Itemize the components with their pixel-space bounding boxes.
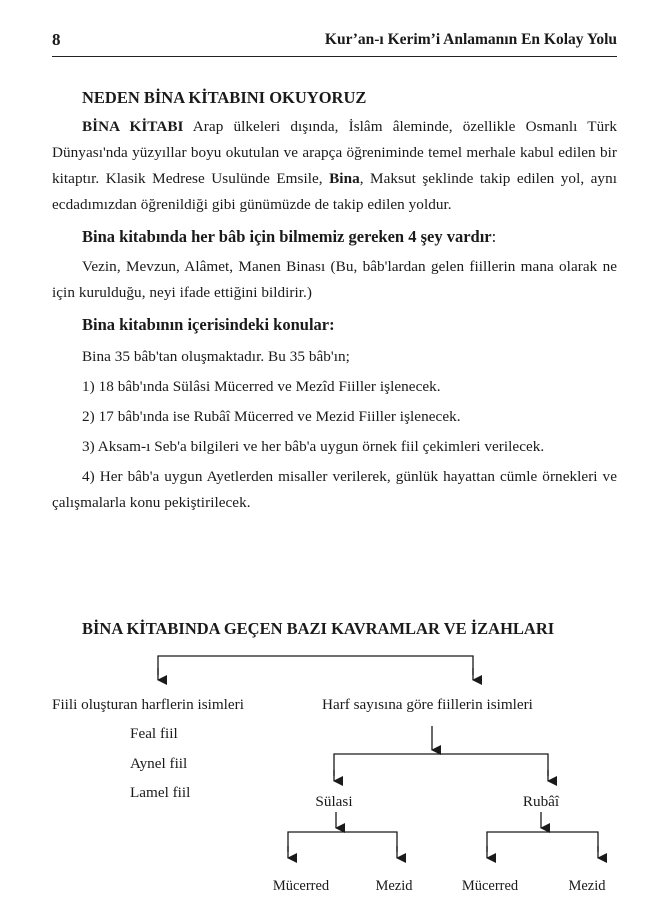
running-title: Kur’an-ı Kerim’i Anlamanın En Kolay Yolu [324,31,617,48]
section-title-neden: NEDEN BİNA KİTABINI OKUYORUZ [82,88,367,107]
list-item-3: 3) Aksam-ı Seb'a bilgileri ve her bâb'a uygun örnek fiil çekimleri verilecek. [82,438,545,455]
bab-heading-text: Bina kitabında her bâb için bilmemiz gereken 4 şey vardır [82,227,492,246]
list-item-4: 4) Her bâb'a uygun Ayetlerden misaller verilerek, günlük hayattan cümle örnekleri ve çalışmalarla konu pekiştirilecek. [52,468,617,511]
vezin-paragraph: Vezin, Mevzun, Alâmet, Manen Binası (Bu, bâb'lardan gelen fiillerin mana olarak ne için kurulduğu, neyi ifade ettiğini bildirir.) [52,258,617,301]
bina-bold: Bina [329,170,360,187]
section-title-konular: Bina kitabının içerisindeki konular: [82,315,335,334]
section-title-kavramlar: BİNA KİTABINDA GEÇEN BAZI KAVRAMLAR VE İZAHLARI [82,619,555,638]
rubai-bracket [487,832,598,852]
sulasi-mezid: Mezid [375,878,413,894]
rubai-mucerred: Mücerred [461,878,519,894]
intro-text-2: , Maksut şeklinde takip edilen yol, aynı ecdadımızdan öğrenildiği gibi günümüzde de takip edilen yoldur. [52,170,617,213]
right-branch-label: Harf sayısına göre fiillerin isimleri [322,696,533,713]
bab-heading-colon: : [491,227,497,246]
top-bracket [158,656,473,675]
intro-text-1: Arap ülkeleri dışında, İslâm âleminde, özellikle Osmanlı Türk Dünyası'nda yüzyıllar boyu okutulan ve arapça öğreniminde temel merhale kabul edilen bir kitaptır. Klasik Medrese Usulünde Emsile, [52,118,617,187]
sulasi-mucerred: Mücerred [272,878,330,894]
list-item-2: 2) 17 bâb'ında ise Rubâî Mücerred ve Mezid Fiiller işlenecek. [82,408,461,425]
rubai-mezid: Mezid [568,878,606,894]
letter-name-feal: Feal fiil [130,725,178,742]
letter-name-lamel: Lamel fiil [130,784,191,801]
left-branch-label: Fiili oluşturan harflerin isimleri [52,696,244,713]
sulasi-label: Sülasi [315,793,353,810]
sulasi-bracket [288,832,397,852]
lead-bold: BİNA KİTABI [82,118,184,135]
mid-bracket [334,754,548,776]
letter-name-aynel: Aynel fiil [130,755,188,772]
rubai-label: Rubâî [522,793,560,810]
list-intro: Bina 35 bâb'tan oluşmaktadır. Bu 35 bâb'ın; [82,348,350,365]
list-item-1: 1) 18 bâb'ında Sülâsi Mücerred ve Mezîd Fiiller işlenecek. [82,378,441,395]
page-number: 8 [52,30,61,49]
